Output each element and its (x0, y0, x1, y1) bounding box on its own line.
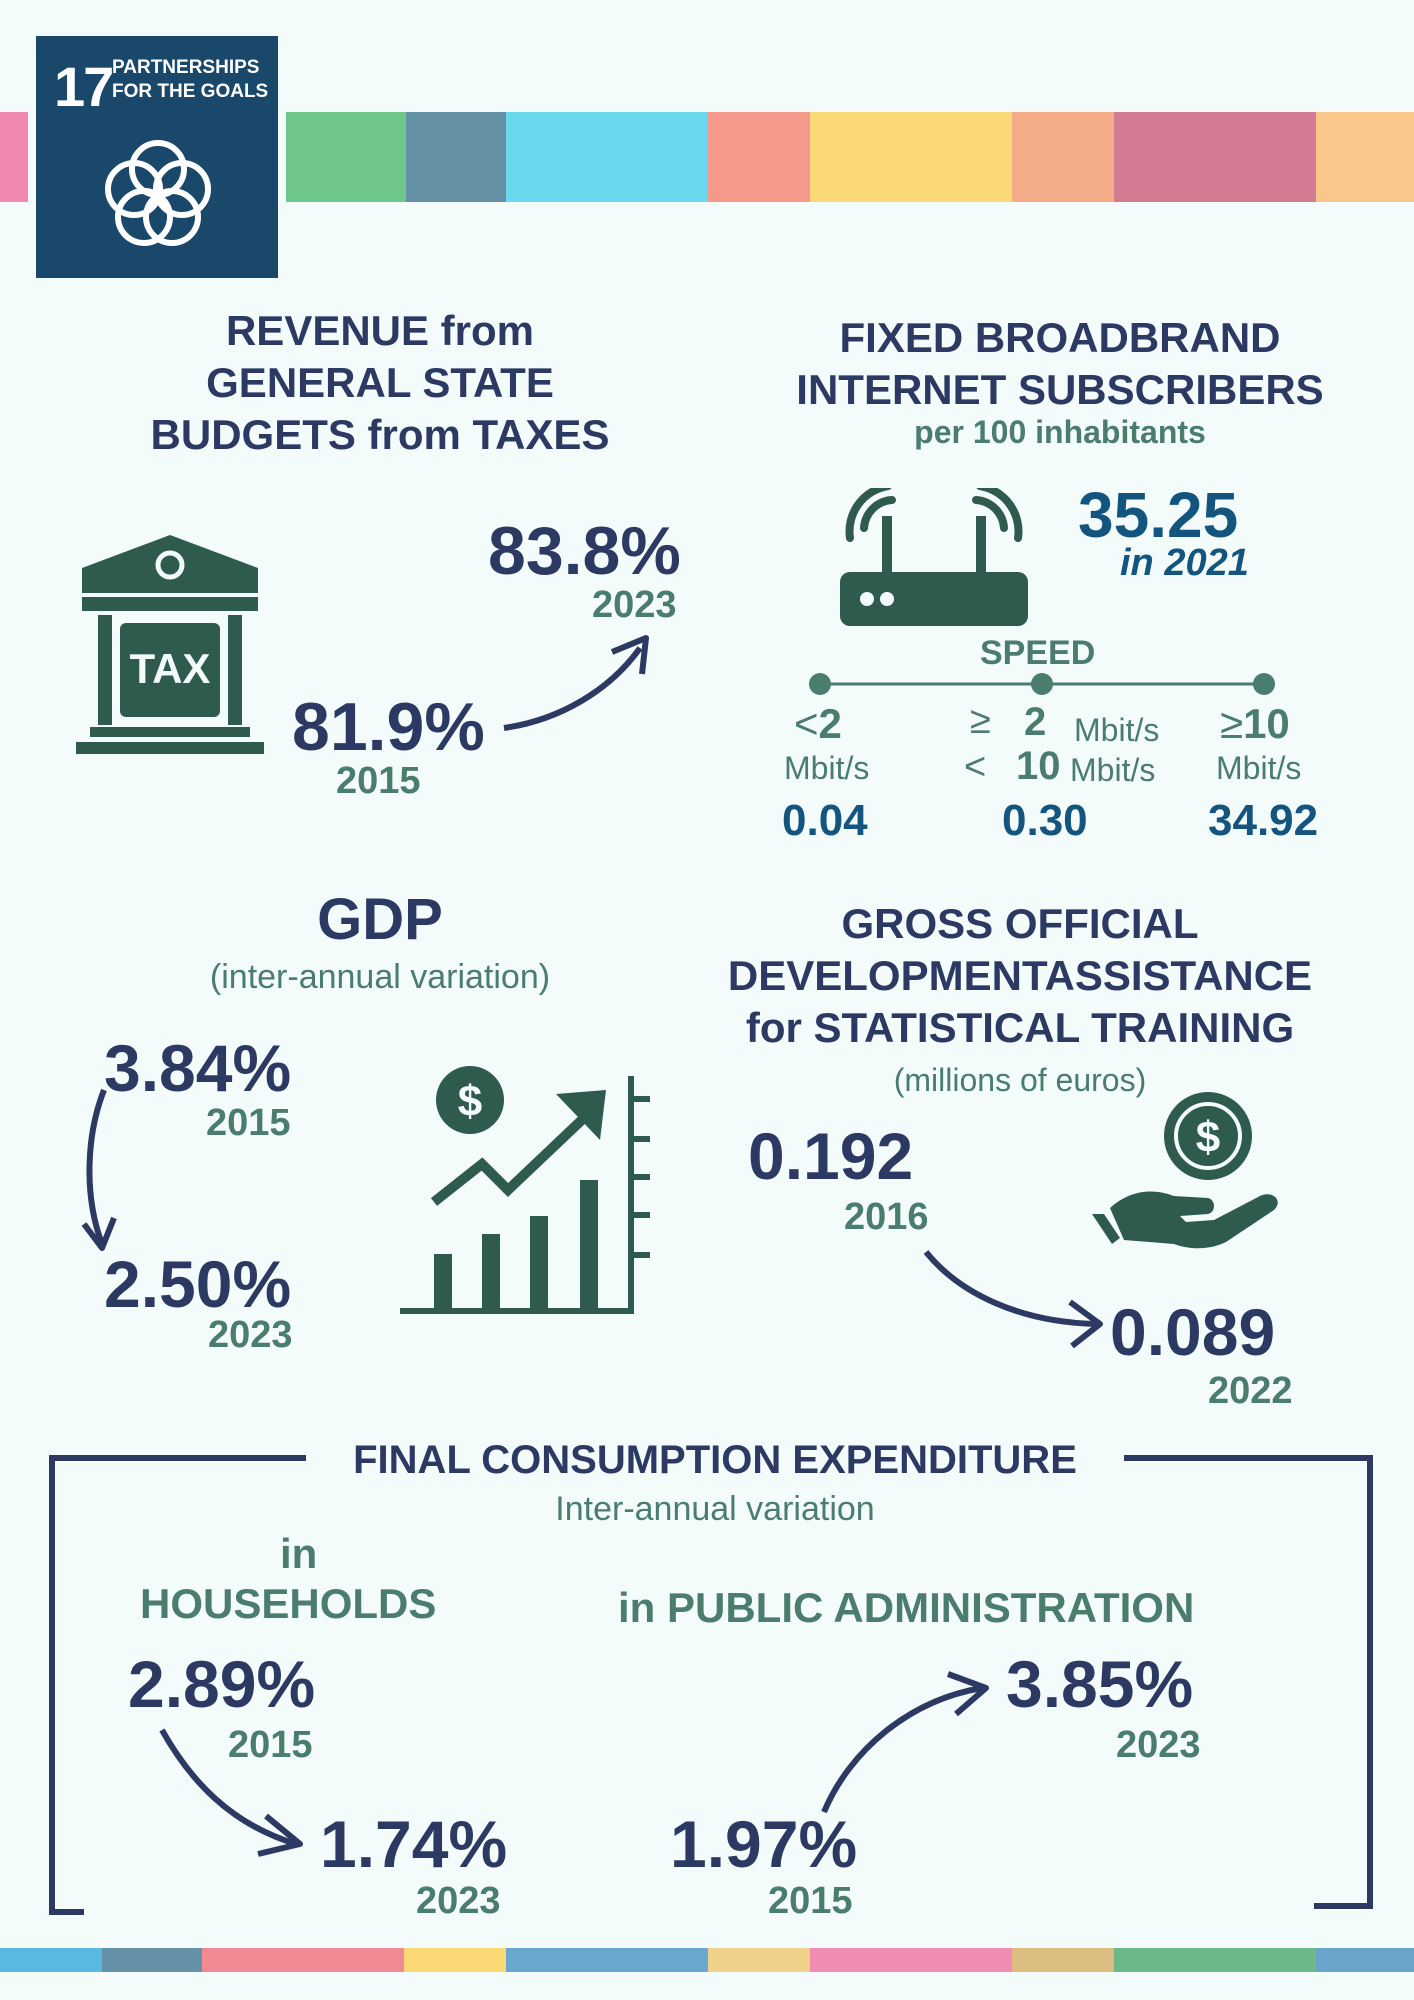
oda-title (680, 898, 1360, 1054)
arrow-down-right-icon (150, 1720, 310, 1860)
public-admin-value-2023: 3.85% (1006, 1647, 1194, 1721)
oda-title-line: GROSS OFFICIAL (841, 900, 1199, 947)
sdg-title-line: PARTNERSHIPS (112, 57, 260, 78)
speed-1-value: 0.04 (782, 796, 868, 845)
hand-coin-icon (1090, 1090, 1290, 1260)
speed-3-label (1220, 700, 1290, 748)
speed-1-label (794, 700, 842, 748)
arrow-down-icon (74, 1086, 134, 1256)
speed-1-unit: Mbit/s (784, 750, 870, 786)
stripe-segment (0, 112, 28, 202)
less-than-symbol: < (794, 700, 819, 747)
households-label-in: in (280, 1530, 318, 1577)
stripe-segment (406, 112, 506, 202)
stripe-segment (1316, 1948, 1414, 1972)
tax-icon-label: TAX (129, 645, 211, 692)
stripe-segment (506, 1948, 708, 1972)
public-admin-year-2015: 2015 (768, 1880, 853, 1922)
stripe-segment (286, 112, 406, 202)
dollar-icon: $ (457, 1077, 483, 1126)
speed-3-unit: Mbit/s (1216, 750, 1302, 786)
households-value-2015: 2.89% (128, 1647, 316, 1721)
speed-scale-line (806, 666, 1282, 702)
revenue-title-line: BUDGETS from TAXES (150, 411, 610, 458)
revenue-year-2015: 2015 (336, 760, 421, 802)
speed-2-symbol-2: < (964, 746, 987, 788)
public-admin-year-2023: 2023 (1116, 1724, 1201, 1766)
oda-value-2016: 0.192 (748, 1119, 914, 1193)
oda-title-line: DEVELOPMENTASSISTANCE (727, 952, 1313, 999)
public-admin-value-2015: 1.97% (670, 1807, 858, 1881)
stripe-segment (102, 1948, 202, 1972)
oda-year-2016: 2016 (844, 1196, 929, 1238)
stripe-segment (1114, 1948, 1316, 1972)
speed-2-unit-1: Mbit/s (1074, 712, 1160, 748)
speed-2-value: 0.30 (1002, 796, 1088, 845)
speed-3-value: 34.92 (1208, 796, 1319, 845)
speed-1-number: 2 (818, 700, 842, 747)
broadband-title-line: FIXED BROADBRAND (839, 314, 1281, 361)
households-value-2023: 1.74% (320, 1807, 508, 1881)
stripe-segment (1012, 112, 1114, 202)
gdp-year-2015: 2015 (206, 1102, 291, 1144)
gdp-year-2023: 2023 (208, 1314, 293, 1356)
stripe-segment (0, 1948, 102, 1972)
oda-year-2022: 2022 (1208, 1370, 1293, 1412)
revenue-value-2023: 83.8% (488, 513, 681, 589)
interlocking-rings-icon (96, 131, 220, 255)
stripe-segment (202, 1948, 404, 1972)
speed-3-number: 10 (1243, 700, 1290, 747)
sdg-logo (36, 36, 278, 278)
sdg-number: 17 (54, 55, 113, 118)
revenue-title-line: REVENUE from (225, 307, 535, 354)
broadband-title (760, 312, 1360, 416)
speed-2-number-2: 10 (1016, 744, 1061, 788)
stripe-segment (810, 1948, 1012, 1972)
stripe-segment (1114, 112, 1316, 202)
broadband-subtitle: per 100 inhabitants (914, 414, 1206, 450)
revenue-title (100, 305, 660, 461)
gdp-value-2015: 3.84% (104, 1031, 292, 1105)
gdp-subtitle: (inter-annual variation) (209, 958, 551, 996)
public-admin-label: in PUBLIC ADMINISTRATION (618, 1584, 1195, 1631)
revenue-value-2015: 81.9% (292, 689, 485, 765)
households-year-2023: 2023 (416, 1880, 501, 1922)
households-year-2015: 2015 (228, 1724, 313, 1766)
gdp-title: GDP (317, 887, 443, 952)
stripe-segment (810, 112, 1012, 202)
broadband-year: in 2021 (1120, 542, 1249, 584)
speed-2-number-1: 2 (1024, 700, 1047, 744)
oda-subtitle: (millions of euros) (893, 1062, 1147, 1098)
tax-building-icon (70, 535, 270, 760)
consumption-subtitle: Inter-annual variation (555, 1490, 875, 1528)
stripe-segment (708, 112, 810, 202)
sdg-title (112, 56, 268, 104)
consumption-title: FINAL CONSUMPTION EXPENDITURE (353, 1438, 1077, 1482)
stripe-segment (506, 112, 708, 202)
households-label: HOUSEHOLDS (140, 1580, 437, 1627)
speed-2-unit-2: Mbit/s (1070, 752, 1156, 788)
arrow-right-icon (920, 1244, 1110, 1354)
oda-title-line: for STATISTICAL TRAINING (745, 1004, 1295, 1051)
speed-label: SPEED (980, 634, 1096, 672)
growth-chart-icon (396, 1066, 662, 1316)
oda-value-2022: 0.089 (1110, 1295, 1276, 1369)
dollar-icon: $ (1195, 1113, 1221, 1162)
stripe-segment (1316, 112, 1414, 202)
wifi-router-icon (834, 488, 1034, 628)
stripe-segment (1012, 1948, 1114, 1972)
stripe-segment (708, 1948, 810, 1972)
arrow-up-right-icon (500, 630, 660, 740)
revenue-title-line: GENERAL STATE (206, 359, 554, 406)
speed-2-symbol-1: ≥ (970, 700, 991, 742)
sdg-title-line: FOR THE GOALS (112, 81, 269, 102)
stripe-segment (404, 1948, 506, 1972)
broadband-title-line: INTERNET SUBSCRIBERS (796, 366, 1324, 413)
broadband-value: 35.25 (1078, 479, 1239, 551)
arrow-up-right-icon (810, 1670, 1000, 1820)
gdp-value-2023: 2.50% (104, 1247, 292, 1321)
greater-equal-symbol: ≥ (1220, 700, 1244, 747)
revenue-year-2023: 2023 (592, 584, 677, 626)
